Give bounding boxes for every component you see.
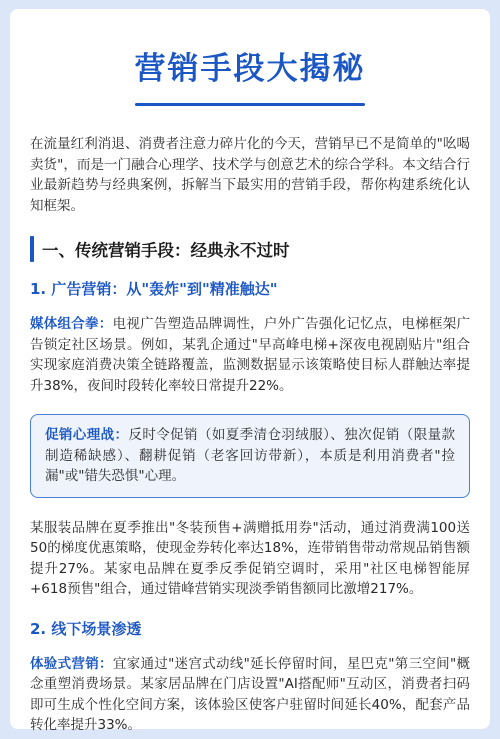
case-paragraph: 某服装品牌在夏季推出"冬装预售+满赠抵用券"活动，通过消费满100送50的梯度优惠策略，使现金券转化率达18%，连带销售带动常规品销售额提升27%。某家电品牌在夏季反季促销空调时，采用"社区电梯智能屏+618预售"组合，通过错峰营销实现淡季销售额同比激增217%。 — [30, 519, 470, 597]
box-text: 反时令促销（如夏季清仓羽绒服）、独次促销（限量款制造稀缺感）、翻耕促销（老客回访带新），本质是利用消费者"捡漏"或"错失恐惧"心理。 — [45, 427, 456, 484]
subsection-heading-offline: 2. 线下场景渗透 — [30, 619, 142, 638]
article-card — [10, 9, 490, 733]
experience-text: 宜家通过"迷宫式动线"延长停留时间，星巴克"第三空间"概念重塑消费场景。某家居品牌在门店设置"AI搭配师"互动区，消费者扫码即可生成个性化空间方案，该体验区使客户驻留时间延长40%，配套产品转化率提升33%。 — [30, 655, 471, 733]
promo-psychology-box — [30, 414, 470, 498]
page-title: 营销手段大揭秘 — [134, 51, 366, 87]
media-label: 媒体组合拳： — [30, 316, 113, 332]
experience-paragraph — [30, 654, 470, 736]
box-label: 促销心理战： — [45, 427, 129, 443]
section-title: 一、传统营销手段：经典永不过时 — [42, 241, 290, 260]
section-heading — [30, 236, 470, 262]
experience-label: 体验式营销： — [30, 655, 113, 672]
title-underline — [135, 103, 365, 106]
section-accent-bar — [30, 236, 34, 262]
media-text: 电视广告塑造品牌调性，户外广告强化记忆点，电梯框架广告锁定社区场景。例如，某乳企通过"早高峰电梯+深夜电视剧贴片"组合实现家庭消费决策全链路覆盖，监测数据显示该策略使目标人群触达率提升38%，夜间时段转化率较日常提升22%。 — [30, 316, 471, 394]
subsection-heading-ads: 1. 广告营销：从"轰炸"到"精准触达" — [30, 280, 278, 298]
intro-paragraph: 在流量红利消退、消费者注意力碎片化的今天，营销早已不是简单的"吆喝卖货"，而是一门融合心理学、技术学与创意艺术的综合学科。本文结合行业最新趋势与经典案例，拆解当下最实用的营销手段，帮你构建系统化认知框架。 — [30, 136, 470, 214]
media-paragraph — [30, 314, 470, 396]
